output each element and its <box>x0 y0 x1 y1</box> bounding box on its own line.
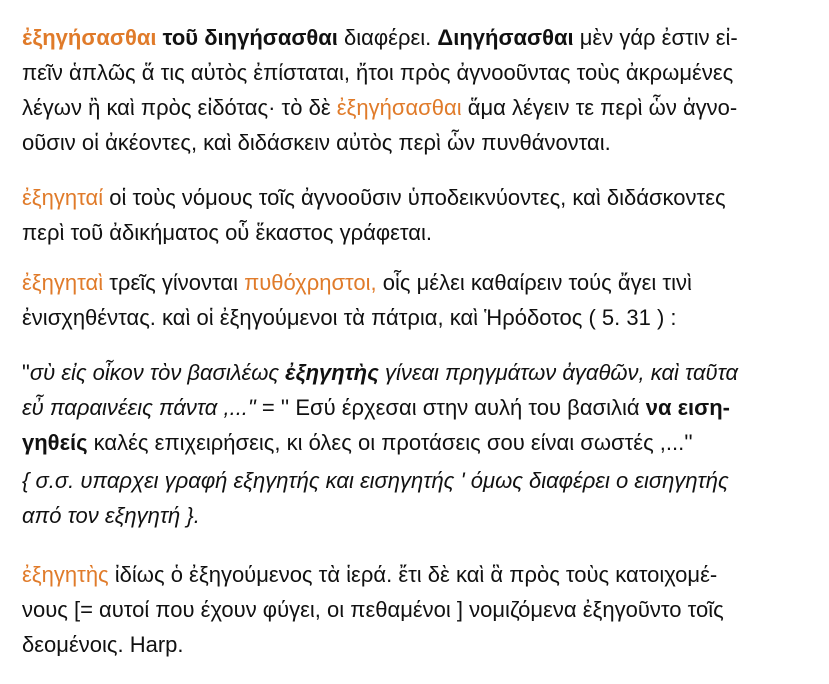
text-segment: εὖ παραινέεις πάντα ,..." <box>22 395 256 420</box>
keyword-term: ἐξηγήσασθαι <box>336 95 462 120</box>
text-line <box>22 498 200 533</box>
text-segment: πεῖν ἁπλῶς ἅ τις αὐτὸς ἐπίσταται, ἤτοι πρὸς ἀγνοοῦντας τοὺς ἀκρωμένες <box>22 60 734 85</box>
keyword-term: ἐξηγηταὶ <box>22 270 104 295</box>
text-line <box>22 627 184 662</box>
text-segment: δεομένοις. Harp. <box>22 632 184 657</box>
text-line <box>22 425 693 460</box>
keyword-term: ἐξηγητὴς <box>22 562 109 587</box>
text-segment: ἅμα λέγειν τε περὶ ὧν ἀγνο- <box>461 95 738 120</box>
text-segment: τοῦ διηγήσασθαι <box>162 25 338 50</box>
keyword-term: ἐξηγήσασθαι <box>22 25 157 50</box>
text-segment: { σ.σ. υπαρχει γραφή εξηγητής και εισηγητής ' όμως διαφέρει ο εισηγητής <box>22 468 729 493</box>
text-line <box>22 180 726 215</box>
text-line <box>22 90 737 125</box>
text-segment: οῦσιν οἱ ἀκέοντες, καὶ διδάσκειν αὐτὸς περὶ ὧν πυνθάνονται. <box>22 130 611 155</box>
text-segment: Διηγήσασθαι <box>437 25 574 50</box>
text-line <box>22 55 733 90</box>
text-line <box>22 20 738 55</box>
text-segment: ἰδίως ὁ ἐξηγούμενος τὰ ἱερά. ἔτι δὲ καὶ ἃ πρὸς τοὺς κατοιχομέ- <box>108 562 718 587</box>
text-segment: σὺ εἰς οἶκον τὸν βασιλέως <box>29 360 286 385</box>
text-segment: διαφέρει. <box>337 25 438 50</box>
text-line <box>22 463 729 498</box>
text-line <box>22 355 738 390</box>
text-segment: = '' Εσύ έρχεσαι στην αυλή του βασιλιά <box>255 395 646 420</box>
text-segment: τρεῖς γίνονται <box>103 270 245 295</box>
text-segment: λέγων ἢ καὶ πρὸς εἰδότας· τὸ δὲ <box>22 95 337 120</box>
keyword-term: ἐξηγηταί <box>22 185 104 210</box>
text-segment: " <box>22 360 30 385</box>
keyword-term: πυθόχρηστοι, <box>244 270 377 295</box>
text-segment: οἱ τοὺς νόμους τοῖς ἀγνοοῦσιν ὑποδεικνύοντες, καὶ διδάσκοντες <box>103 185 726 210</box>
text-segment: καλές επιχειρήσεις, κι όλες οι προτάσεις σου είναι σωστές ,...'' <box>87 430 693 455</box>
text-line <box>22 300 677 335</box>
text-line <box>22 125 611 160</box>
text-segment: οἷς μέλει καθαίρειν τούς ἄγει τινὶ <box>376 270 692 295</box>
text-segment: περὶ τοῦ ἀδικήματος οὗ ἕκαστος γράφεται. <box>22 220 433 245</box>
text-segment: ἐξηγητὴς <box>285 360 379 385</box>
text-segment: γηθείς <box>22 430 88 455</box>
text-line <box>22 265 692 300</box>
text-line <box>22 592 724 627</box>
text-segment: να ειση- <box>645 395 730 420</box>
text-segment: από τον εξηγητή }. <box>22 503 200 528</box>
text-line <box>22 215 432 250</box>
text-segment: γίνεαι πρηγμάτων ἀγαθῶν, καὶ ταῦτα <box>378 360 739 385</box>
text-segment: μὲν γάρ ἐστιν εἰ- <box>573 25 738 50</box>
text-line <box>22 390 730 425</box>
text-segment: ἐνισχηθέντας. καὶ οἱ ἐξηγούμενοι τὰ πάτρια, καὶ Ἡρόδοτος ( 5. 31 ) : <box>22 305 677 330</box>
text-line <box>22 557 717 592</box>
text-segment: νους [= αυτοί που έχουν φύγει, οι πεθαμένοι ] νομιζόμενα ἐξηγοῦντο τοῖς <box>22 597 724 622</box>
